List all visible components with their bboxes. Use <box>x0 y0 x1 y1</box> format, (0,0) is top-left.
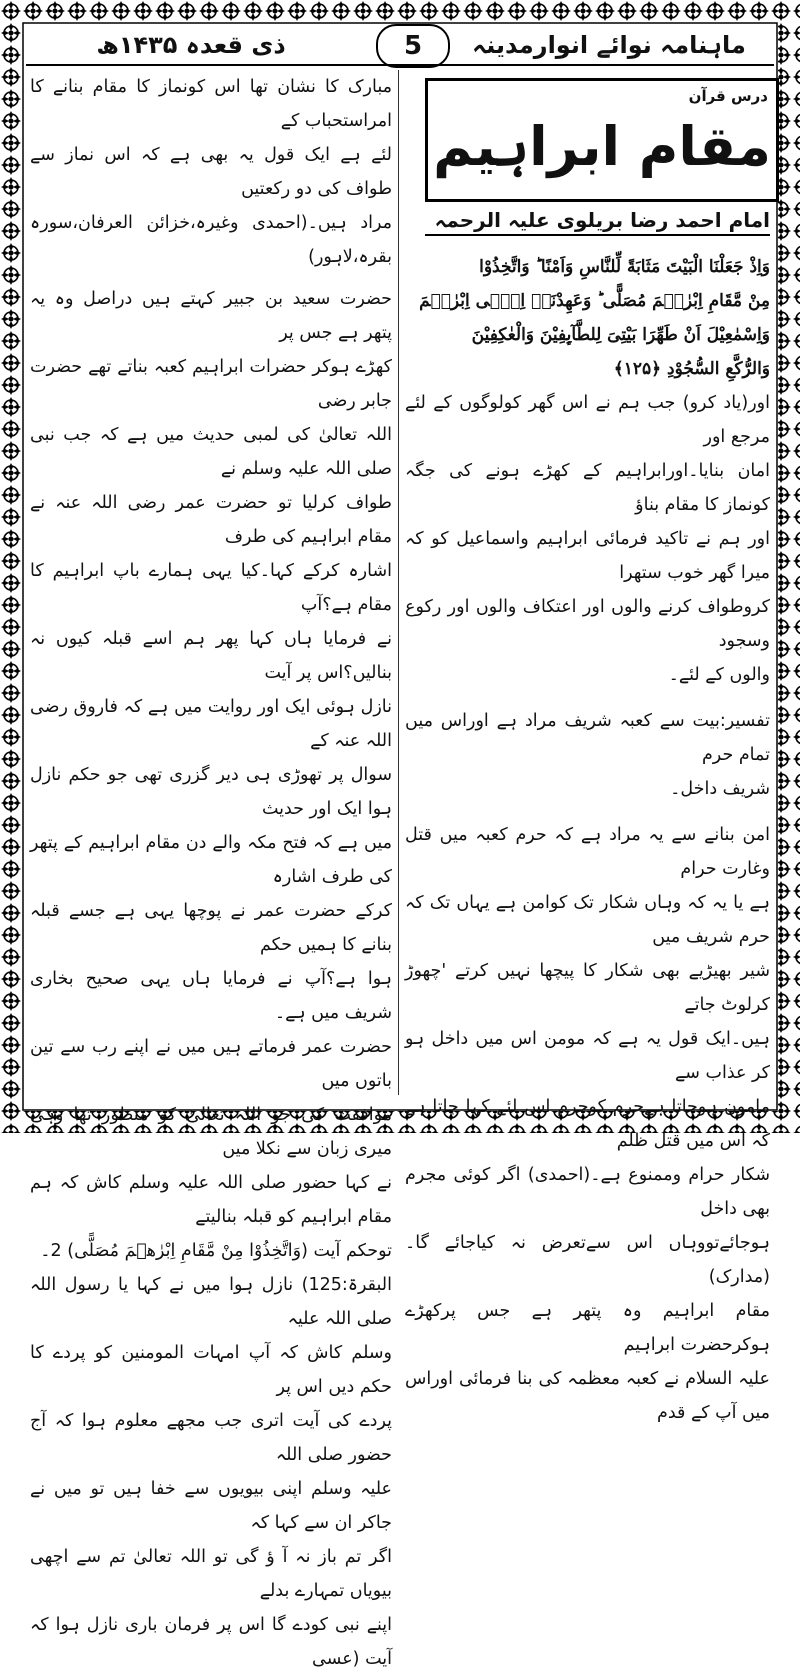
text-line: نازل ہوئی ایک اور روایت میں ہے کہ فاروق رضی اللہ عنہ کے <box>30 697 392 751</box>
page-header <box>26 24 774 66</box>
text-line: وسلم کاش کہ آپ امہات المومنین کو پردے کا حکم دیں اس پر <box>30 1343 392 1397</box>
text-line: حضرت عمر فرماتے ہیں میں نے اپنے رب سے تین باتوں میں <box>30 1037 392 1091</box>
text-line: اور(یاد کرو) جب ہم نے اس گھر کولوگوں کے لئے مرجع اور <box>405 393 770 447</box>
text-line: مبارک کا نشان تھا اس کونماز کا مقام بنانے کا امراستحباب کے <box>30 77 392 131</box>
issue-date: ذی قعدہ ۱۴۳۵ھ <box>96 31 286 59</box>
page-number: 5 <box>376 24 450 68</box>
text-line: علیہ وسلم اپنی بیویوں سے خفا ہیں تو میں نے جاکر ان سے کہا کہ <box>30 1479 392 1533</box>
text-line: مراد ہیں۔(احمدی وغیرہ،خزائن العرفان،سورہ بقرہ،لاہور) <box>30 213 392 267</box>
text-line: البقرۃ:125) نازل ہوا میں نے کہا یا رسول اللہ صلی اللہ علیہ <box>30 1275 392 1329</box>
text-line: کھڑے ہوکر حضرات ابراہیم کعبہ بناتے تھے حضرت جابر رضی <box>30 357 392 411</box>
header-rule <box>26 64 774 66</box>
text-line: ہوجائےتووہاں اس سےتعرض نہ کیاجائے گا۔(مدارک) <box>405 1233 770 1287</box>
text-line: اللہ تعالیٰ کی لمبی حدیث میں ہے کہ جب نبی صلی اللہ علیہ وسلم نے <box>30 425 392 479</box>
verse-line: وَالرُّكَّعِ السُّجُوْدِ ﴿۱۲۵﴾ <box>613 359 770 379</box>
text-line: شیر بھیڑیے بھی شکار کا پیچھا نہیں کرتے 'چھوڑ کرلوٹ جاتے <box>405 961 770 1015</box>
verse-line: مِنْ مَّقَامِ اِبْرٰهٖمَ مُصَلًّی ؕ وَعَهِدْنَاۤ اِلٰۤی اِبْرٰهٖمَ <box>419 291 770 311</box>
text-line: اگر تم باز نہ آ ؤ گی تو اللہ تعالیٰ تم سے اچھی بیویاں تمہارے بدلے <box>30 1547 392 1601</box>
magazine-name: ماہنامہ نوائے انوارمدینہ <box>472 31 746 59</box>
text-line: ہوا ہے؟آپ نے فرمایا ہاں یہی صحیح بخاری شریف میں ہے۔ <box>30 969 392 1023</box>
text-line: کروطواف کرنے والوں اور اعتکاف والوں اور رکوع وسجود <box>405 597 770 651</box>
text-line: والوں کے لئے۔ <box>668 665 770 685</box>
text-line: لئے ہے ایک قول یہ بھی ہے کہ اس نماز سے طواف کی دو رکعتیں <box>30 145 392 199</box>
text-line: مقام ابراہیم وہ پتھر ہے جس پرکھڑے ہوکرحضرت ابراہیم <box>405 1301 770 1355</box>
right-column <box>405 386 770 1430</box>
article-author: امام احمد رضا بریلوی علیہ الرحمہ <box>425 208 770 236</box>
text-line: ہیں۔ایک قول یہ ہے کہ مومن اس میں داخل ہو کر عذاب سے <box>405 1029 770 1083</box>
text-line: ہے یا یہ کہ وہاں شکار تک کوامن ہے یہاں تک کہ حرم شریف میں <box>405 893 770 947</box>
text-line: اپنے نبی کودے گا اس پر فرمان باری نازل ہوا کہ آیت (عسی <box>30 1615 392 1669</box>
section-label: درس قرآن <box>688 87 768 105</box>
text-line: مامون ہوجاتا ہےحرم کوحرم اس لئے کہا جاتا ہے کہ اس میں قتل ظلم <box>405 1097 770 1151</box>
text-line: موافقت کی جو اللہ تعالیٰ کو منظور تھا وہی میری زبان سے نکلا میں <box>30 1105 392 1159</box>
text-line: سوال پر تھوڑی ہی دیر گزری تھی جو حکم نازل ہوا ایک اور حدیث <box>30 765 392 819</box>
text-line: توحکم آیت (وَاتَّخِذُوْا مِنْ مَّقَامِ اِبْرٰهٖمَ مُصَلًّی) 2۔ <box>40 1241 392 1261</box>
text-line: اشارہ کرکے کہا۔کیا یہی ہمارے باپ ابراہیم کا مقام ہے؟آپ <box>30 561 392 615</box>
text-line: طواف کرلیا تو حضرت عمر رضی اللہ عنہ نے مقام ابراہیم کی طرف <box>30 493 392 547</box>
verse-line: وَاِذْ جَعَلْنَا الْبَیْتَ مَثَابَةً لِّلنَّاسِ وَاَمْنًا ؕ وَاتَّخِذُوْا <box>479 257 770 277</box>
column-divider <box>398 70 399 1095</box>
quran-verse <box>410 250 770 386</box>
text-line: امان بنایا۔اورابراہیم کے کھڑے ہونے کی جگہ کونماز کا مقام بناؤ <box>405 461 770 515</box>
text-line: شریف داخل۔ <box>670 779 770 799</box>
text-line: پردے کی آیت اتری جب مجھے معلوم ہوا کہ آج حضور صلی اللہ <box>30 1411 392 1465</box>
text-line: امن بنانے سے یہ مراد ہے کہ حرم کعبہ میں قتل وغارت حرام <box>405 825 770 879</box>
text-line: شکار حرام وممنوع ہے۔(احمدی) اگر کوئی مجرم بھی داخل <box>405 1165 770 1219</box>
verse-line: وَاِسْمٰعِیْلَ اَنْ طَهِّرَا بَیْتِیَ لِلطَّآىِٕفِیْنَ وَالْعٰكِفِیْنَ <box>471 325 770 345</box>
text-line: نے کہا حضور صلی اللہ علیہ وسلم کاش کہ ہم مقام ابراہیم کو قبلہ بنالیتے <box>30 1173 392 1227</box>
text-line: اور ہم نے تاکید فرمائی ابراہیم واسماعیل کو کہ میرا گھر خوب ستھرا <box>405 529 770 583</box>
text-line: کرکے حضرت عمر نے پوچھا یہی ہے جسے قبلہ بنانے کا ہمیں حکم <box>30 901 392 955</box>
article-title: مقام ابراہیم <box>433 115 771 178</box>
left-column <box>30 70 392 1676</box>
text-line: نے فرمایا ہاں کہا پھر ہم اسے قبلہ کیوں نہ بنالیں؟اس پر آیت <box>30 629 392 683</box>
text-line: حضرت سعید بن جبیر کہتے ہیں دراصل وہ یہ پتھر ہے جس پر <box>30 289 392 343</box>
article-title-box <box>425 78 779 202</box>
text-line: علیہ السلام نے کعبہ معظمہ کی بنا فرمائی اوراس میں آپ کے قدم <box>405 1369 770 1423</box>
text-line: تفسیر:بیت سے کعبہ شریف مراد ہے اوراس میں تمام حرم <box>405 711 770 765</box>
text-line: میں ہے کہ فتح مکہ والے دن مقام ابراہیم کے پتھر کی طرف اشارہ <box>30 833 392 887</box>
